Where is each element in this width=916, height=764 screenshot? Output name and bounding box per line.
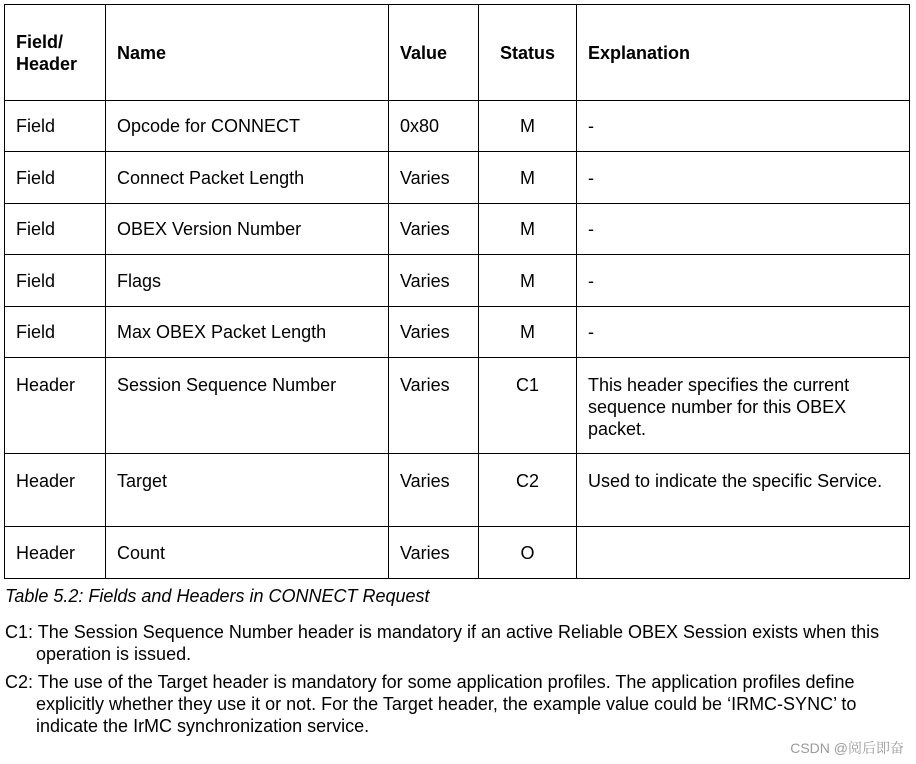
table-row bbox=[5, 152, 910, 204]
cell-type: Header bbox=[5, 358, 106, 454]
cell-explanation: Used to indicate the specific Service. bbox=[577, 454, 910, 527]
table-row bbox=[5, 204, 910, 255]
footnote-c1 bbox=[5, 621, 910, 665]
cell-name: Opcode for CONNECT bbox=[106, 101, 389, 152]
column-header-explanation: Explanation bbox=[577, 5, 910, 101]
table-row bbox=[5, 307, 910, 358]
cell-value: Varies bbox=[389, 307, 479, 358]
cell-status: C1 bbox=[479, 358, 577, 454]
cell-status: M bbox=[479, 307, 577, 358]
cell-explanation: - bbox=[577, 101, 910, 152]
cell-value: Varies bbox=[389, 454, 479, 527]
table-row bbox=[5, 358, 910, 454]
footnote-text: The use of the Target header is mandatory for some application profiles. The application profiles define explicitly whether they use it or not. For the Target header, the example value could be ‘IRMC-SYNC’ to indicate the IrMC synchronization service. bbox=[36, 672, 857, 736]
column-header-value: Value bbox=[389, 5, 479, 101]
cell-name: Session Sequence Number bbox=[106, 358, 389, 454]
fields-headers-table bbox=[4, 4, 910, 579]
table-row bbox=[5, 454, 910, 527]
cell-name: Max OBEX Packet Length bbox=[106, 307, 389, 358]
cell-type: Field bbox=[5, 152, 106, 204]
cell-explanation: - bbox=[577, 307, 910, 358]
table-header-row bbox=[5, 5, 910, 101]
footnote-label: C1: bbox=[5, 622, 34, 642]
cell-value: Varies bbox=[389, 152, 479, 204]
cell-name: OBEX Version Number bbox=[106, 204, 389, 255]
cell-value: Varies bbox=[389, 204, 479, 255]
cell-type: Field bbox=[5, 307, 106, 358]
cell-status: C2 bbox=[479, 454, 577, 527]
column-header-name: Name bbox=[106, 5, 389, 101]
cell-type: Header bbox=[5, 454, 106, 527]
cell-name: Connect Packet Length bbox=[106, 152, 389, 204]
cell-status: M bbox=[479, 101, 577, 152]
cell-type: Field bbox=[5, 255, 106, 307]
cell-value: 0x80 bbox=[389, 101, 479, 152]
cell-value: Varies bbox=[389, 358, 479, 454]
footnote-text: The Session Sequence Number header is mandatory if an active Reliable OBEX Session exists when this operation is issued. bbox=[36, 622, 880, 664]
cell-type: Field bbox=[5, 204, 106, 255]
table-row bbox=[5, 255, 910, 307]
cell-status: M bbox=[479, 152, 577, 204]
cell-type: Field bbox=[5, 101, 106, 152]
cell-status: M bbox=[479, 204, 577, 255]
footnote-c2 bbox=[5, 671, 910, 737]
cell-explanation: - bbox=[577, 152, 910, 204]
table-row bbox=[5, 101, 910, 152]
cell-name: Target bbox=[106, 454, 389, 527]
cell-explanation: - bbox=[577, 255, 910, 307]
footnote-label: C2: bbox=[5, 672, 34, 692]
cell-explanation bbox=[577, 527, 910, 579]
cell-explanation: - bbox=[577, 204, 910, 255]
column-header-status: Status bbox=[479, 5, 577, 101]
cell-value: Varies bbox=[389, 527, 479, 579]
cell-name: Count bbox=[106, 527, 389, 579]
table-row bbox=[5, 527, 910, 579]
cell-type: Header bbox=[5, 527, 106, 579]
cell-value: Varies bbox=[389, 255, 479, 307]
cell-status: O bbox=[479, 527, 577, 579]
cell-name: Flags bbox=[106, 255, 389, 307]
watermark: CSDN @阅后即奋 bbox=[790, 740, 904, 756]
column-header-field-header: Field/ Header bbox=[5, 5, 106, 101]
cell-explanation: This header specifies the current sequence number for this OBEX packet. bbox=[577, 358, 910, 454]
table-caption: Table 5.2: Fields and Headers in CONNECT Request bbox=[5, 586, 430, 606]
cell-status: M bbox=[479, 255, 577, 307]
